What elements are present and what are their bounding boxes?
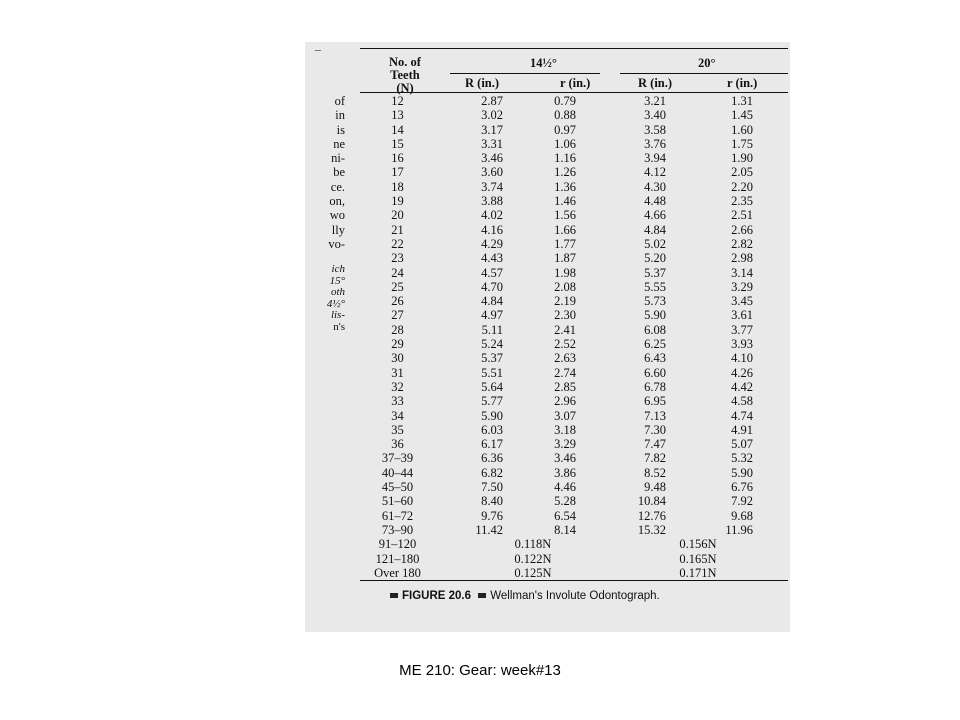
- teeth-cell: 13: [391, 108, 404, 123]
- teeth-cell: 21: [391, 222, 404, 237]
- R-14-5-cell: 4.97: [481, 308, 503, 323]
- R-20-cell: 3.40: [644, 108, 666, 123]
- margin-fragment: wo: [329, 208, 345, 223]
- r-20-cell: 5.07: [731, 437, 753, 452]
- R-20-cell: 6.43: [644, 351, 666, 366]
- table-row: [360, 380, 788, 394]
- table-row: [360, 208, 788, 222]
- R-20-cell: 4.30: [644, 179, 666, 194]
- r-20-cell: 5.32: [731, 451, 753, 466]
- header-bottom-rule: [360, 92, 788, 93]
- formula-14-5-cell: 0.125N: [514, 565, 552, 580]
- r-20-cell: 7.92: [731, 494, 753, 509]
- table-row-formula: [360, 566, 788, 580]
- R-20-cell: 5.73: [644, 294, 666, 309]
- R-14-5-cell: 11.42: [475, 522, 503, 537]
- table-row: [360, 94, 788, 108]
- figure-title: Wellman's Involute Odontograph.: [490, 590, 660, 602]
- r-14-5-cell: 1.87: [554, 251, 576, 266]
- teeth-cell: 37–39: [381, 451, 414, 466]
- header-R2: R (in.): [638, 76, 673, 90]
- table-top-rule: [360, 48, 788, 49]
- table-row: [360, 123, 788, 137]
- margin-italic-fragment: 4½°: [326, 297, 345, 310]
- r-14-5-cell: 1.16: [554, 151, 576, 166]
- R-14-5-cell: 9.76: [481, 508, 503, 523]
- R-20-cell: 6.60: [644, 365, 666, 380]
- table-row: [360, 366, 788, 380]
- R-20-cell: 5.20: [644, 251, 666, 266]
- header-teeth-line3: (N): [396, 81, 414, 95]
- table-row: [360, 280, 788, 294]
- R-20-cell: 5.02: [644, 236, 666, 251]
- R-14-5-cell: 4.70: [481, 279, 503, 294]
- r-14-5-cell: 1.66: [554, 222, 576, 237]
- header-teeth: [375, 56, 435, 95]
- table-row: [360, 351, 788, 365]
- margin-italic-fragment: n's: [333, 320, 345, 333]
- r-20-cell: 4.58: [731, 394, 753, 409]
- R-14-5-cell: 6.17: [481, 437, 503, 452]
- margin-fragment: in: [335, 108, 345, 123]
- teeth-cell: 12: [391, 94, 404, 108]
- header-r1: r (in.): [560, 76, 591, 90]
- formula-14-5-cell: 0.122N: [514, 551, 552, 566]
- teeth-cell: Over 180: [374, 565, 421, 580]
- R-20-cell: 3.94: [644, 151, 666, 166]
- r-14-5-cell: 2.85: [554, 379, 576, 394]
- R-20-cell: 7.47: [644, 437, 666, 452]
- r-14-5-cell: 1.77: [554, 236, 576, 251]
- table-row: [360, 108, 788, 122]
- R-20-cell: 9.48: [644, 480, 666, 495]
- table-row: [360, 323, 788, 337]
- R-14-5-cell: 3.02: [481, 108, 503, 123]
- r-20-cell: 1.45: [731, 108, 753, 123]
- r-20-cell: 3.93: [731, 337, 753, 352]
- table-row: [360, 451, 788, 465]
- teeth-cell: 15: [391, 136, 404, 151]
- header-group-20: 20°: [698, 56, 716, 70]
- table-row: [360, 394, 788, 408]
- table-row: [360, 437, 788, 451]
- table-row: [360, 180, 788, 194]
- R-14-5-cell: 5.51: [481, 365, 503, 380]
- R-14-5-cell: 6.03: [481, 422, 503, 437]
- R-14-5-cell: 3.74: [481, 179, 503, 194]
- caption-square-icon: [478, 593, 486, 598]
- table-row: [360, 266, 788, 280]
- R-14-5-cell: 4.02: [481, 208, 503, 223]
- margin-fragment: vo-: [328, 236, 345, 251]
- formula-20-cell: 0.165N: [679, 551, 717, 566]
- R-14-5-cell: 4.16: [481, 222, 503, 237]
- scanned-page: [305, 42, 790, 632]
- R-14-5-cell: 3.60: [481, 165, 503, 180]
- teeth-cell: 16: [391, 151, 404, 166]
- table-row-formula: [360, 552, 788, 566]
- R-14-5-cell: 4.43: [481, 251, 503, 266]
- R-14-5-cell: 3.88: [481, 194, 503, 209]
- r-20-cell: 2.82: [731, 236, 753, 251]
- teeth-cell: 14: [391, 122, 404, 137]
- r-14-5-cell: 3.86: [554, 465, 576, 480]
- formula-20-cell: 0.156N: [679, 537, 717, 552]
- R-14-5-cell: 5.64: [481, 379, 503, 394]
- r-20-cell: 4.91: [731, 422, 753, 437]
- R-20-cell: 6.95: [644, 394, 666, 409]
- R-14-5-cell: 4.29: [481, 236, 503, 251]
- r-20-cell: 3.14: [731, 265, 753, 280]
- R-20-cell: 8.52: [644, 465, 666, 480]
- margin-fragment: ce.: [330, 179, 345, 194]
- r-14-5-cell: 3.18: [554, 422, 576, 437]
- margin-fragment: ne: [333, 136, 345, 151]
- R-14-5-cell: 5.77: [481, 394, 503, 409]
- R-20-cell: 6.78: [644, 379, 666, 394]
- R-20-cell: 4.48: [644, 194, 666, 209]
- r-14-5-cell: 2.96: [554, 394, 576, 409]
- teeth-cell: 33: [391, 394, 404, 409]
- header-group-14-5: 14½°: [530, 56, 557, 70]
- table-row: [360, 480, 788, 494]
- r-14-5-cell: 1.06: [554, 136, 576, 151]
- r-20-cell: 5.90: [731, 465, 753, 480]
- teeth-cell: 32: [391, 379, 404, 394]
- R-14-5-cell: 7.50: [481, 480, 503, 495]
- header-R1: R (in.): [465, 76, 500, 90]
- group2-underline: [620, 73, 788, 74]
- page-dash: –: [315, 42, 321, 56]
- r-20-cell: 2.35: [731, 194, 753, 209]
- teeth-cell: 31: [391, 365, 404, 380]
- R-20-cell: 5.55: [644, 279, 666, 294]
- R-20-cell: 3.76: [644, 136, 666, 151]
- teeth-cell: 18: [391, 179, 404, 194]
- table-row: [360, 494, 788, 508]
- margin-fragment: of: [334, 94, 345, 108]
- r-20-cell: 1.31: [731, 94, 753, 108]
- teeth-cell: 35: [391, 422, 404, 437]
- margin-fragment: ni-: [331, 151, 345, 166]
- formula-20-cell: 0.171N: [679, 565, 717, 580]
- r-14-5-cell: 2.08: [554, 279, 576, 294]
- header-teeth-line2: Teeth: [390, 68, 420, 82]
- r-14-5-cell: 3.07: [554, 408, 576, 423]
- r-14-5-cell: 1.46: [554, 194, 576, 209]
- r-14-5-cell: 2.41: [554, 322, 576, 337]
- teeth-cell: 45–50: [381, 480, 414, 495]
- slide-footer: ME 210: Gear: week#13: [399, 662, 561, 679]
- r-20-cell: 3.29: [731, 279, 753, 294]
- teeth-cell: 19: [391, 194, 404, 209]
- R-14-5-cell: 4.57: [481, 265, 503, 280]
- table-row: [360, 194, 788, 208]
- R-14-5-cell: 8.40: [481, 494, 503, 509]
- teeth-cell: 22: [391, 236, 404, 251]
- teeth-cell: 28: [391, 322, 404, 337]
- R-20-cell: 4.66: [644, 208, 666, 223]
- r-20-cell: 3.77: [731, 322, 753, 337]
- R-14-5-cell: 4.84: [481, 294, 503, 309]
- R-20-cell: 4.12: [644, 165, 666, 180]
- R-20-cell: 7.13: [644, 408, 666, 423]
- R-20-cell: 15.32: [637, 522, 666, 537]
- teeth-cell: 29: [391, 337, 404, 352]
- r-20-cell: 3.61: [731, 308, 753, 323]
- group1-underline: [450, 73, 600, 74]
- R-20-cell: 12.76: [637, 508, 666, 523]
- header-r2: r (in.): [727, 76, 758, 90]
- r-20-cell: 1.60: [731, 122, 753, 137]
- teeth-cell: 61–72: [381, 508, 414, 523]
- caption-square-icon: [390, 593, 398, 598]
- teeth-cell: 25: [391, 279, 404, 294]
- table-row: [360, 466, 788, 480]
- left-margin-italic-text: [305, 264, 345, 333]
- teeth-cell: 27: [391, 308, 404, 323]
- r-14-5-cell: 3.29: [554, 437, 576, 452]
- margin-fragment: lly: [331, 222, 345, 237]
- r-20-cell: 4.74: [731, 408, 753, 423]
- R-20-cell: 4.84: [644, 222, 666, 237]
- r-20-cell: 6.76: [731, 480, 753, 495]
- R-20-cell: 5.37: [644, 265, 666, 280]
- margin-italic-fragment: ich: [331, 263, 345, 275]
- r-14-5-cell: 2.63: [554, 351, 576, 366]
- r-20-cell: 2.20: [731, 179, 753, 194]
- r-20-cell: 4.10: [731, 351, 753, 366]
- table-row: [360, 308, 788, 322]
- r-14-5-cell: 2.74: [554, 365, 576, 380]
- R-14-5-cell: 3.17: [481, 122, 503, 137]
- r-14-5-cell: 2.52: [554, 337, 576, 352]
- figure-number: FIGURE 20.6: [402, 590, 472, 602]
- R-20-cell: 6.25: [644, 337, 666, 352]
- r-14-5-cell: 1.98: [554, 265, 576, 280]
- teeth-cell: 73–90: [381, 522, 414, 537]
- table-row: [360, 423, 788, 437]
- r-20-cell: 11.96: [725, 522, 753, 537]
- teeth-cell: 40–44: [381, 465, 414, 480]
- margin-italic-fragment: lis-: [330, 309, 345, 321]
- table-row: [360, 237, 788, 251]
- teeth-cell: 17: [391, 165, 404, 180]
- r-20-cell: 1.75: [731, 136, 753, 151]
- margin-italic-fragment: 15°: [329, 274, 345, 287]
- R-14-5-cell: 2.87: [481, 94, 503, 108]
- r-14-5-cell: 1.26: [554, 165, 576, 180]
- teeth-cell: 20: [391, 208, 404, 223]
- table-row: [360, 165, 788, 179]
- table-row: [360, 151, 788, 165]
- r-20-cell: 3.45: [731, 294, 753, 309]
- r-20-cell: 4.26: [731, 365, 753, 380]
- R-20-cell: 3.21: [644, 94, 666, 108]
- r-20-cell: 2.98: [731, 251, 753, 266]
- R-14-5-cell: 3.46: [481, 151, 503, 166]
- odontograph-table: [360, 94, 788, 580]
- r-14-5-cell: 2.30: [554, 308, 576, 323]
- teeth-cell: 91–120: [378, 537, 417, 552]
- table-bottom-rule: [360, 580, 788, 581]
- r-20-cell: 2.51: [731, 208, 753, 223]
- teeth-cell: 24: [391, 265, 404, 280]
- table-row: [360, 251, 788, 265]
- R-20-cell: 3.58: [644, 122, 666, 137]
- r-14-5-cell: 6.54: [554, 508, 576, 523]
- teeth-cell: 23: [391, 251, 404, 266]
- r-14-5-cell: 0.97: [554, 122, 576, 137]
- table-row: [360, 294, 788, 308]
- r-20-cell: 1.90: [731, 151, 753, 166]
- r-20-cell: 2.05: [731, 165, 753, 180]
- table-row: [360, 523, 788, 537]
- teeth-cell: 26: [391, 294, 404, 309]
- R-14-5-cell: 5.90: [481, 408, 503, 423]
- r-14-5-cell: 8.14: [554, 522, 576, 537]
- r-14-5-cell: 3.46: [554, 451, 576, 466]
- r-14-5-cell: 2.19: [554, 294, 576, 309]
- R-20-cell: 7.82: [644, 451, 666, 466]
- r-20-cell: 9.68: [731, 508, 753, 523]
- R-20-cell: 7.30: [644, 422, 666, 437]
- R-20-cell: 6.08: [644, 322, 666, 337]
- R-14-5-cell: 5.24: [481, 337, 503, 352]
- R-14-5-cell: 6.82: [481, 465, 503, 480]
- teeth-cell: 34: [391, 408, 404, 423]
- margin-italic-fragment: oth: [330, 286, 345, 298]
- r-14-5-cell: 5.28: [554, 494, 576, 509]
- margin-fragment: on,: [329, 194, 345, 209]
- r-20-cell: 4.42: [731, 379, 753, 394]
- table-row: [360, 337, 788, 351]
- r-14-5-cell: 0.79: [554, 94, 576, 108]
- R-20-cell: 5.90: [644, 308, 666, 323]
- left-margin-text: [305, 94, 345, 251]
- R-14-5-cell: 6.36: [481, 451, 503, 466]
- teeth-cell: 30: [391, 351, 404, 366]
- margin-fragment: be: [333, 165, 345, 180]
- teeth-cell: 121–180: [375, 551, 420, 566]
- R-20-cell: 10.84: [637, 494, 666, 509]
- r-14-5-cell: 0.88: [554, 108, 576, 123]
- table-row: [360, 223, 788, 237]
- header-teeth-line1: No. of: [389, 55, 421, 69]
- R-14-5-cell: 3.31: [481, 136, 503, 151]
- r-20-cell: 2.66: [731, 222, 753, 237]
- R-14-5-cell: 5.37: [481, 351, 503, 366]
- r-14-5-cell: 4.46: [554, 480, 576, 495]
- figure-caption: [390, 590, 660, 602]
- formula-14-5-cell: 0.118N: [514, 537, 552, 552]
- table-row: [360, 509, 788, 523]
- table-row: [360, 409, 788, 423]
- r-14-5-cell: 1.36: [554, 179, 576, 194]
- teeth-cell: 51–60: [381, 494, 414, 509]
- table-row-formula: [360, 537, 788, 551]
- teeth-cell: 36: [391, 437, 404, 452]
- margin-fragment: is: [336, 122, 345, 137]
- r-14-5-cell: 1.56: [554, 208, 576, 223]
- table-row: [360, 137, 788, 151]
- R-14-5-cell: 5.11: [481, 322, 503, 337]
